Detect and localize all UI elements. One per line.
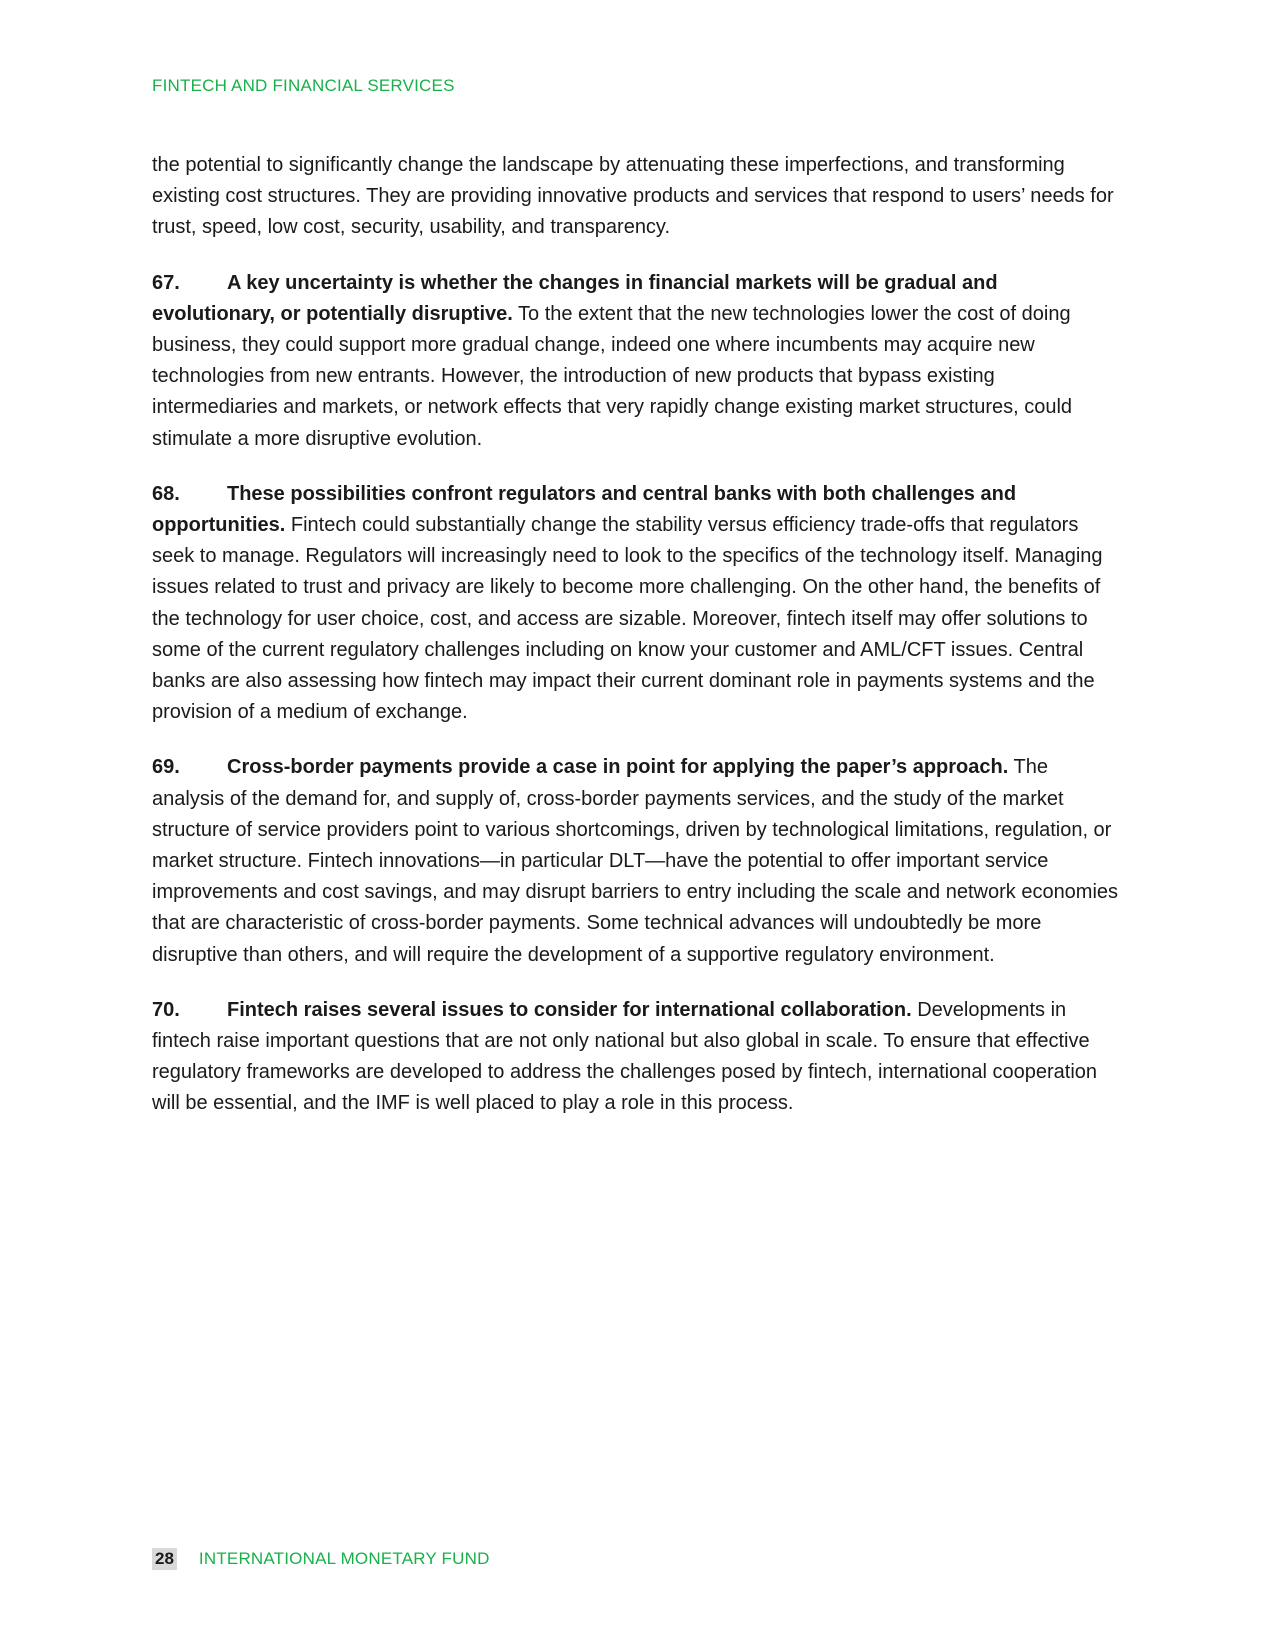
page-number: 28 bbox=[152, 1548, 177, 1570]
continuation-paragraph: the potential to significantly change the landscape by attenuating these imperfections, and transforming existing cost structures. They are providing innovative products and services that respond to users’ needs for trust, speed, low cost, security, usability, and transparency. bbox=[152, 154, 1114, 239]
paragraph-number: 70. bbox=[152, 998, 180, 1021]
paragraph-text: To the extent that the new technologies lower the cost of doing business, they could support more gradual change, indeed one where incumbents may acquire new technologies from new entrants. However, the introduction of new products that bypass existing intermediaries and markets, or network effects that very rapidly change existing market structures, could stimulate a more disruptive evolution. bbox=[152, 302, 1073, 450]
paragraph-number: 68. bbox=[152, 482, 180, 505]
footer-organization: INTERNATIONAL MONETARY FUND bbox=[198, 1549, 490, 1568]
paragraph-text: Fintech could substantially change the stability versus efficiency trade-offs that regulators seek to manage. Regulators will increasingly need to look to the specifics of the technology itself. Managing issues related to trust and privacy are likely to become more challenging. On the other hand, the benefits of the technology for user choice, cost, and access are sizable. Moreover, fintech itself may offer solutions to some of the current regulatory challenges including on know your customer and AML/CFT issues. Central banks are also assessing how fintech may impact their current dominant role in payments systems and the provision of a medium of exchange. bbox=[152, 514, 1103, 724]
paragraph-69 bbox=[152, 752, 1120, 970]
paragraph-lead: A key uncertainty is whether the changes in financial markets will be gradual and evolutionary, or potentially disruptive. bbox=[152, 271, 998, 325]
document-body bbox=[152, 150, 1120, 1144]
paragraph-68 bbox=[152, 479, 1120, 729]
paragraph-67 bbox=[152, 268, 1120, 455]
page-footer bbox=[152, 1548, 490, 1570]
paragraph-70 bbox=[152, 995, 1120, 1120]
paragraph-text: Developments in fintech raise important questions that are not only national but also global in scale. To ensure that effective regulatory frameworks are developed to address the challenges posed by fintech, international cooperation will be essential, and the IMF is well placed to play a role in this process. bbox=[152, 998, 1098, 1115]
paragraph-number: 69. bbox=[152, 756, 180, 779]
paragraph-lead: Cross-border payments provide a case in point for applying the paper’s approach. bbox=[227, 756, 1009, 779]
running-header: FINTECH AND FINANCIAL SERVICES bbox=[152, 76, 455, 95]
paragraph-lead: Fintech raises several issues to consider for international collaboration. bbox=[227, 998, 912, 1021]
paragraph-lead: These possibilities confront regulators and central banks with both challenges and opportunities. bbox=[152, 482, 1017, 537]
paragraph-number: 67. bbox=[152, 271, 180, 294]
paragraph-text: The analysis of the demand for, and supply of, cross-border payments services, and the study of the market structure of service providers point to various shortcomings, driven by technological limitations, regulation, or market structure. Fintech innovations—in particular DLT—have the potential to offer important service improvements and cost savings, and may disrupt barriers to entry including the scale and network economies that are characteristic of cross-border payments. Some technical advances will undoubtedly be more disruptive than others, and will require the development of a supportive regulatory environment. bbox=[152, 756, 1119, 966]
